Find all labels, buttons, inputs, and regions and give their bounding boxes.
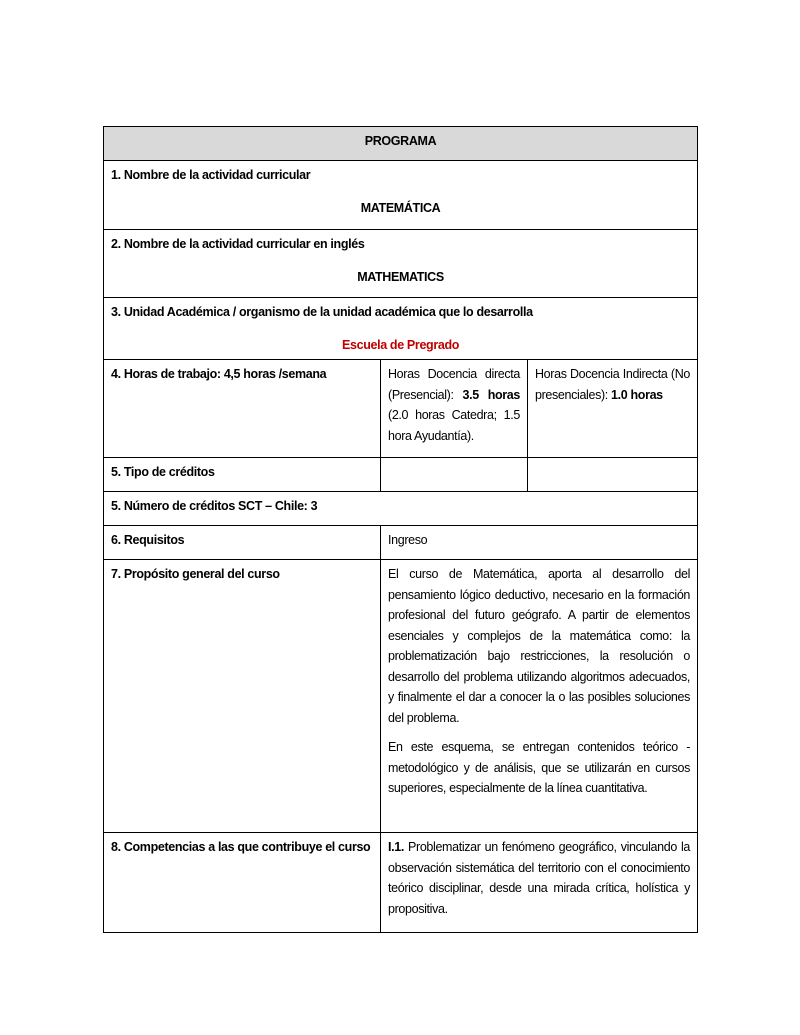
text: Horas Docencia directa (Presencial): xyxy=(388,367,520,402)
section-label: 3. Unidad Académica / organismo de la unidad académica que lo desarrolla xyxy=(111,305,533,319)
competencies-value xyxy=(381,833,698,933)
hours-label: 4. Horas de trabajo: 4,5 horas /semana xyxy=(104,360,381,458)
requirements-label: 6. Requisitos xyxy=(104,526,381,560)
empty-cell xyxy=(381,458,528,492)
paragraph: El curso de Matemática, aporta al desarrollo del pensamiento lógico deductivo, necesario en la formación profesional del futuro geógrafo. A partir de elementos esenciales y complejos de la matemática como: la problematización bajo restricciones, la resolución o desarrollo del problema utilizando algoritmos adecuados, y finalmente el dar a conocer la o las posibles soluciones del problema. xyxy=(388,567,691,725)
section-2 xyxy=(104,230,698,298)
section-label: 1. Nombre de la actividad curricular xyxy=(111,168,311,182)
section-label: 2. Nombre de la actividad curricular en inglés xyxy=(111,237,365,251)
section-value: MATEMÁTICA xyxy=(360,200,441,215)
requirements-value: Ingreso xyxy=(381,526,698,560)
section-1 xyxy=(104,161,698,230)
section-value: Escuela de Pregrado xyxy=(342,337,460,352)
text-bold: 3.5 horas xyxy=(462,387,520,402)
empty-cell xyxy=(528,458,698,492)
indirect-hours xyxy=(528,360,698,458)
competencies-label: 8. Competencias a las que contribuye el curso xyxy=(104,833,381,933)
text: Horas Docencia Indirecta (No presenciales): xyxy=(535,367,691,402)
program-table xyxy=(103,126,698,933)
section-3 xyxy=(104,298,698,360)
text: (2.0 horas Catedra; 1.5 hora Ayudantía). xyxy=(388,408,520,443)
competency-text: Problematizar un fenómeno geográfico, vinculando la observación sistemática del territorio con el conocimiento teórico disciplinar, desde una mirada crítica, holística y propositiva. xyxy=(388,840,691,916)
text-bold: 1.0 horas xyxy=(611,387,663,402)
purpose-value xyxy=(381,560,698,833)
table-header: PROGRAMA xyxy=(104,127,698,161)
sct-credits: 5. Número de créditos SCT – Chile: 3 xyxy=(104,492,698,526)
competency-code: I.1. xyxy=(388,840,404,854)
purpose-label: 7. Propósito general del curso xyxy=(104,560,381,833)
credit-type-label: 5. Tipo de créditos xyxy=(104,458,381,492)
paragraph: En este esquema, se entregan contenidos teórico - metodológico y de análisis, que se utilizarán en cursos superiores, especialmente de la línea cuantitativa. xyxy=(388,740,691,795)
section-value: MATHEMATICS xyxy=(357,269,444,284)
direct-hours xyxy=(381,360,528,458)
